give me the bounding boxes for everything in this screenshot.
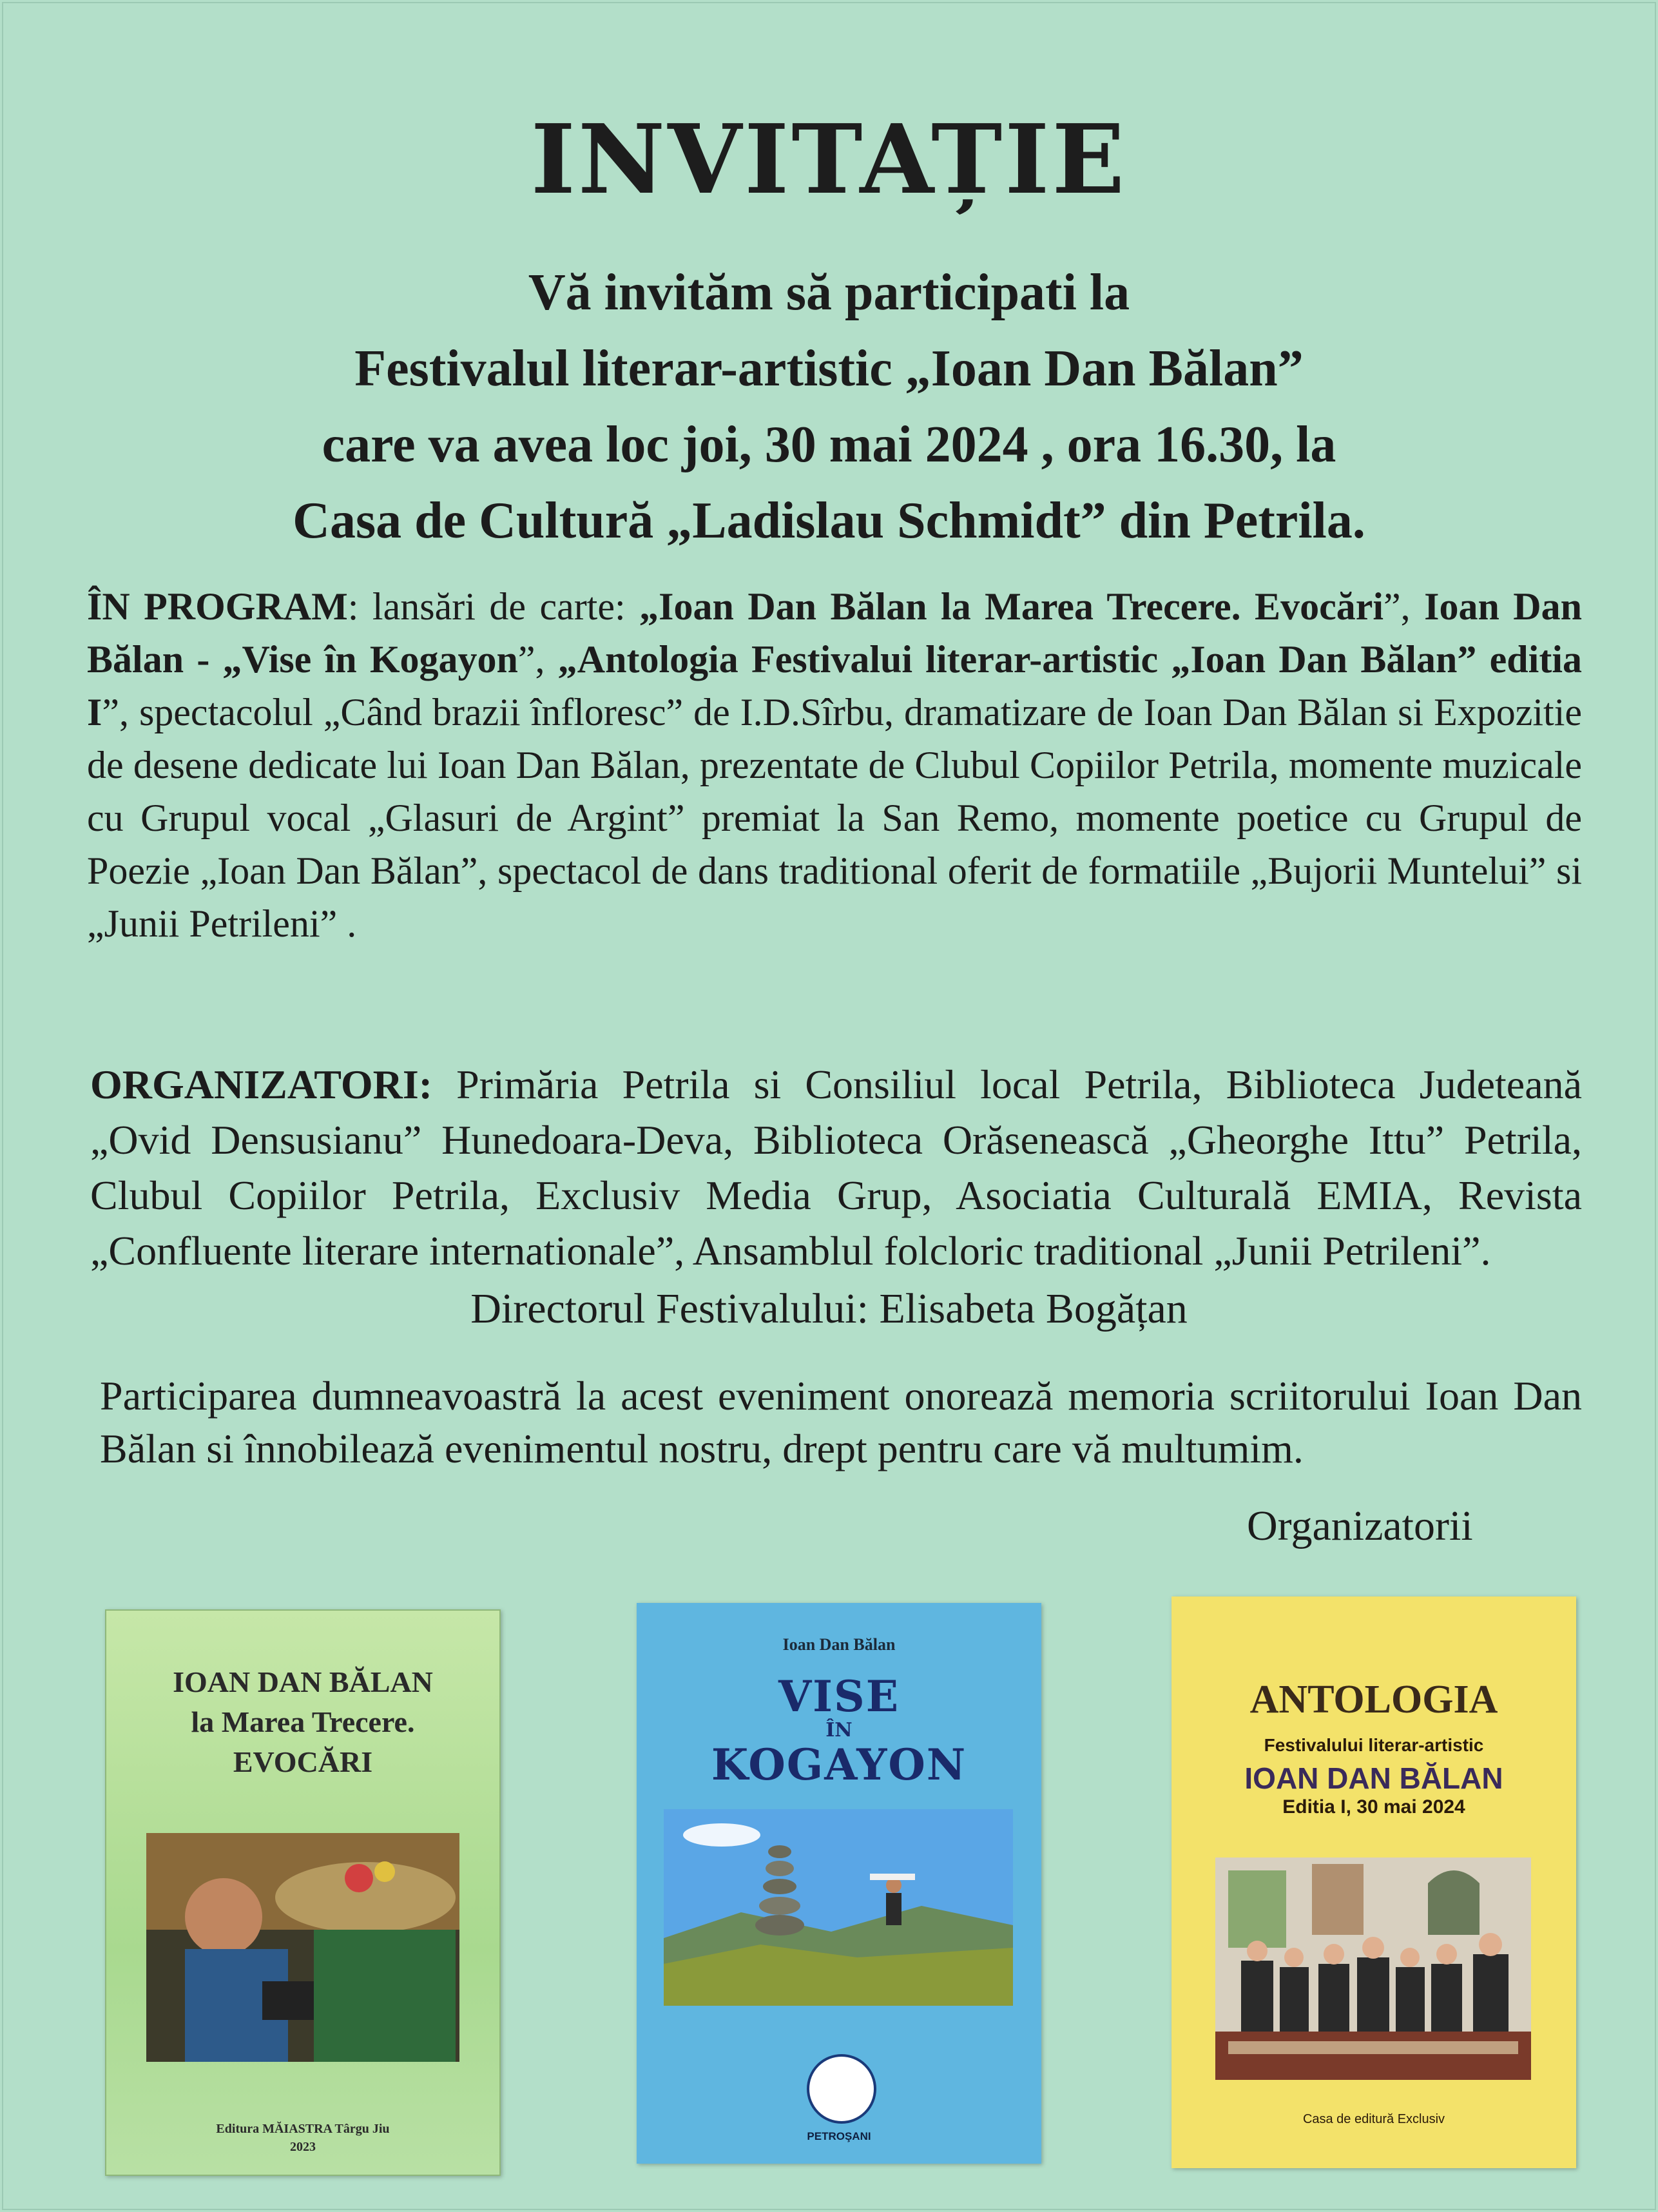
program-book-1: „Ioan Dan Bălan la Marea Trecere. Evocări xyxy=(639,585,1383,628)
program-text-3: ”, xyxy=(517,638,558,681)
book-cover-vise-in-kogayon xyxy=(637,1603,1041,2164)
book-cover-antologia xyxy=(1171,1596,1576,2168)
book1-publisher-name: Editura MĂIASTRA Târgu Jiu xyxy=(216,2122,390,2136)
organizers-label: ORGANIZATORI: xyxy=(90,1062,433,1107)
intro-line-1: Vă invităm să participati la xyxy=(528,264,1130,321)
book1-title-line-1: IOAN DAN BĂLAN xyxy=(173,1665,433,1698)
organizers-text: Primăria Petrila si Consiliul local Petrila, Biblioteca Judeteană „Ovid Densusianu” Hunedoara-Deva, Biblioteca Orăsenească „Gheorghe Ittu” Petrila, Clubul Copiilor Petrila, Exclusiv Media Grup, Asociatia Culturală EMIA, Revista „Confluente literare internationale”, Ansamblul folcloric traditional „Junii Petrileni”. xyxy=(90,1062,1582,1274)
book1-title-line-2: la Marea Trecere. xyxy=(191,1705,415,1738)
book2-title-line-3: KOGAYON xyxy=(711,1740,967,1790)
book-cover-evocari xyxy=(105,1609,501,2176)
book2-title xyxy=(637,1671,1041,1790)
book2-author: Ioan Dan Bălan xyxy=(782,1635,896,1654)
invitation-intro xyxy=(0,255,1658,559)
program-paragraph xyxy=(87,580,1582,950)
book3-subtitle: Festivalului literar-artistic xyxy=(1264,1735,1484,1755)
festival-director: Directorul Festivalului: Elisabeta Bogățan xyxy=(470,1285,1188,1332)
book1-title xyxy=(106,1662,499,1782)
closing-paragraph: Participarea dumneavoastră la acest eveniment onorează memoria scriitorului Ioan Dan Bălan si înnobilează evenimentul nostru, drept pentru care vă multumim. xyxy=(100,1373,1582,1471)
book2-photo xyxy=(664,1809,1013,2006)
book2-title-line-1: VISE xyxy=(778,1671,900,1722)
book3-edition: Editia I, 30 mai 2024 xyxy=(1282,1796,1465,1818)
publisher-logo-icon xyxy=(807,2054,876,2124)
page-title: INVITAȚIE xyxy=(530,103,1128,215)
book2-publisher: PETROŞANI xyxy=(807,2130,871,2142)
program-label: ÎN PROGRAM xyxy=(87,585,348,628)
program-text-4: ”, spectacolul „Când brazii înfloresc” de I.D.Sîrbu, dramatizare de Ioan Dan Bălan si Expozitie de desene dedicate lui Ioan Dan Bălan, prezentate de Clubul Copiilor Petrila, momente muzicale cu Grupul vocal „Glasuri de Argint” premiat la San Remo, momente poetice cu Grupul de Poezie „Ioan Dan Bălan”, spectacol de dans traditional oferit de formatiile „Bujorii Muntelui” si „Junii Petrileni” . xyxy=(87,691,1582,945)
book1-year: 2023 xyxy=(290,2140,316,2154)
book1-photo xyxy=(146,1833,459,2062)
program-book-3: „Antologia Festivalui literar-artistic „Ioan Dan Bălan” editia I xyxy=(87,638,1582,733)
program-text-2: ”, xyxy=(1383,585,1425,628)
signature: Organizatorii xyxy=(1247,1502,1473,1549)
program-text-1: : lansări de carte: xyxy=(347,585,640,628)
book3-title: ANTOLOGIA xyxy=(1249,1678,1498,1722)
intro-line-3: care va avea loc joi, 30 mai 2024 , ora 16.30, la xyxy=(322,416,1336,473)
book1-title-line-3: EVOCĂRI xyxy=(233,1745,373,1778)
book3-publisher: Casa de editură Exclusiv xyxy=(1302,2112,1445,2126)
program-book-2: Ioan Dan Bălan - „Vise în Kogayon xyxy=(87,585,1583,681)
book3-name: IOAN DAN BĂLAN xyxy=(1244,1761,1503,1795)
intro-line-2: Festivalul literar-artistic „Ioan Dan Bălan” xyxy=(354,340,1304,397)
book3-photo xyxy=(1215,1858,1531,2080)
intro-line-4: Casa de Cultură „Ladislau Schmidt” din Petrila. xyxy=(293,492,1365,549)
book2-title-line-2: ÎN xyxy=(825,1719,853,1741)
organizers-paragraph xyxy=(90,1057,1582,1279)
book1-publisher xyxy=(106,2120,499,2156)
